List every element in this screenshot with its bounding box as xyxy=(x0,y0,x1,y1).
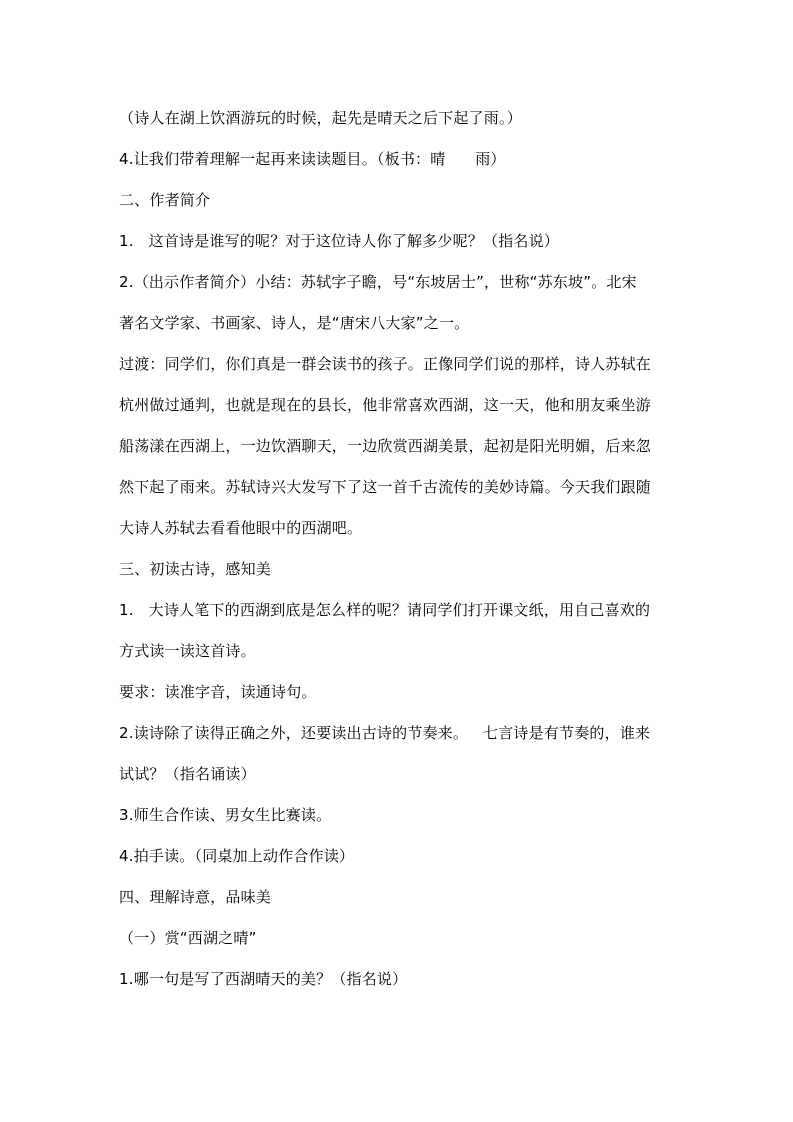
text-line: 试试？（指名诵读） xyxy=(119,765,256,783)
text-line: 船荡漾在西湖上，一边饮酒聊天，一边欣赏西湖美景，起初是阳光明媚，后来忽 xyxy=(119,437,652,455)
text-line: 杭州做过通判，也就是现在的县长，他非常喜欢西湖，这一天，他和朋友乘坐游 xyxy=(119,396,652,414)
text-line: 1. 这首诗是谁写的呢？对于这位诗人你了解多少呢？（指名说） xyxy=(119,232,560,250)
text-line: 2.读诗除了读得正确之外，还要读出古诗的节奏来。 七言诗是有节奏的，谁来 xyxy=(119,724,651,742)
text-line: 3.师生合作读、男女生比赛读。 xyxy=(119,806,332,824)
text-line: 4.让我们带着理解一起再来读读题目。（板书：晴 雨） xyxy=(119,150,506,168)
text-line: 1. 大诗人笔下的西湖到底是怎么样的呢？请同学们打开课文纸，用自己喜欢的 xyxy=(119,601,651,619)
section-heading: 四、理解诗意，品味美 xyxy=(119,888,272,906)
text-line: 4.拍手读。（同桌加上动作合作读） xyxy=(119,847,355,865)
text-line: 要求：读准字音，读通诗句。 xyxy=(119,683,317,701)
text-line: （诗人在湖上饮酒游玩的时候，起先是晴天之后下起了雨。） xyxy=(119,109,522,127)
text-line: 方式读一读这首诗。 xyxy=(119,642,256,660)
subsection-heading: （一）赏“西湖之晴” xyxy=(119,929,257,947)
text-line: 然下起了雨来。苏轼诗兴大发写下了这一首千古流传的美妙诗篇。今天我们跟随 xyxy=(119,478,652,496)
text-line: 2.（出示作者简介）小结：苏轼字子瞻，号“东坡居士”，世称“苏东坡”。北宋 xyxy=(119,273,637,291)
section-heading: 二、作者简介 xyxy=(119,191,211,209)
text-line: 著名文学家、书画家、诗人，是“唐宋八大家”之一。 xyxy=(119,314,470,332)
text-line: 大诗人苏轼去看看他眼中的西湖吧。 xyxy=(119,519,363,537)
section-heading: 三、初读古诗，感知美 xyxy=(119,560,272,578)
text-line: 过渡：同学们，你们真是一群会读书的孩子。正像同学们说的那样，诗人苏轼在 xyxy=(119,355,652,373)
text-line: 1.哪一句是写了西湖晴天的美？（指名说） xyxy=(119,970,408,988)
